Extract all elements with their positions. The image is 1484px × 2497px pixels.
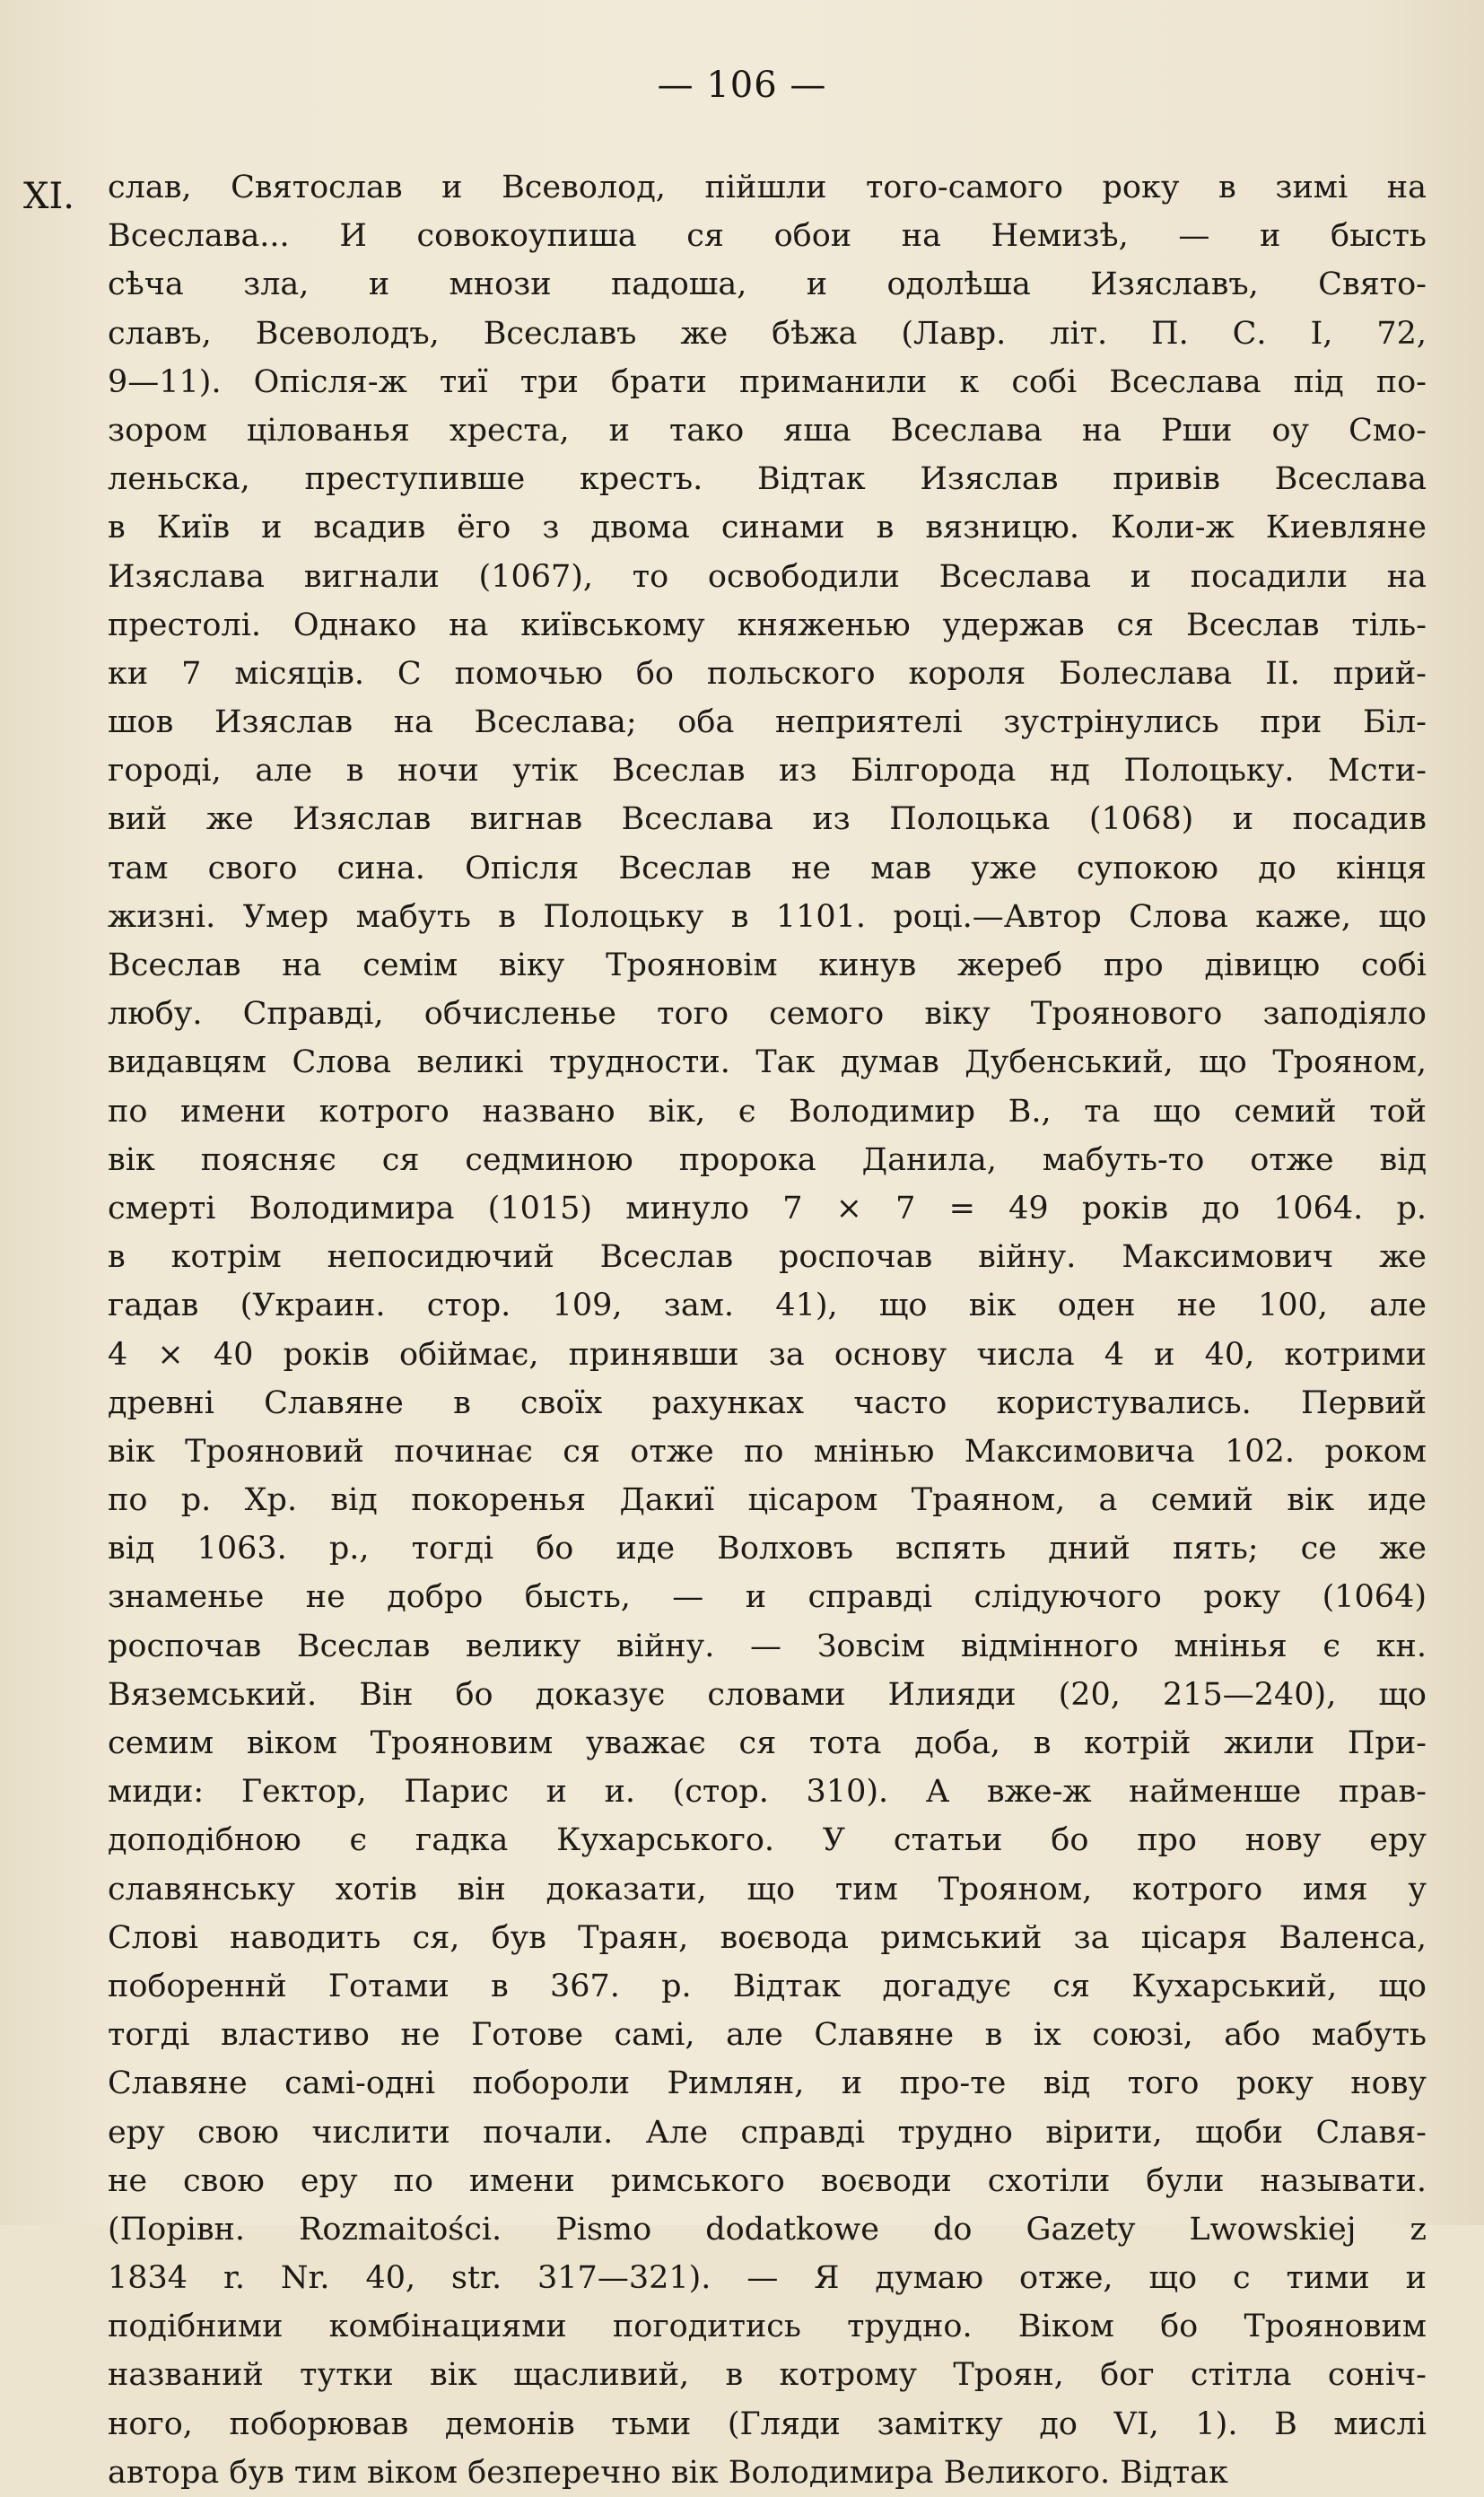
text-line [108, 2059, 1427, 2108]
text-line [108, 553, 1427, 601]
text-line-content: еру свою числити почали. Але справді трудно вірити, щоби Славя- [108, 2114, 1427, 2151]
text-line-content: жизні. Умер мабуть в Полоцьку в 1101. році.—Автор Слова каже, що [108, 898, 1427, 935]
text-line [108, 1281, 1427, 1330]
text-line [108, 503, 1427, 552]
text-line [108, 260, 1427, 309]
text-line [108, 1038, 1427, 1087]
text-line-content: вік поясняє ся седминою пророка Данила, мабуть-то отже від [108, 1141, 1427, 1178]
text-line [108, 1573, 1427, 1621]
text-line [108, 990, 1427, 1038]
text-line-content: зором цілованья хреста, и тако яша Всеслава на Рши оу Смо- [108, 412, 1427, 449]
text-line-content: ного, поборював демонів тьми (Гляди замітку до VI, 1). В мислі [108, 2405, 1427, 2442]
text-line [108, 1671, 1427, 1719]
text-line-content: миди: Гектор, Парис и и. (стор. 310). А вже-ж найменше прав- [108, 1774, 1427, 1811]
text-line-content: 4 × 40 років обіймає, принявши за основу числа 4 и 40, котрими [108, 1336, 1427, 1373]
text-line-content: від 1063. р., тогді бо иде Волховъ вспять дний пять; се же [108, 1531, 1427, 1567]
text-line [108, 163, 1427, 212]
text-line-content: престолі. Однако на київському княженью удержав ся Всеслав тіль- [108, 607, 1427, 643]
text-line [108, 650, 1427, 698]
text-line-content: по имени котрого названо вік, є Володимир В., та що семий той [108, 1093, 1427, 1130]
text-line [108, 1331, 1427, 1379]
text-line [108, 2157, 1427, 2205]
text-line-content: знаменье не добро бысть, — и справді слідуючого року (1064) [108, 1579, 1427, 1616]
text-line [108, 2400, 1427, 2449]
text-line [108, 1914, 1427, 1962]
text-line-content: (Порівн. Rozmaitości. Pismo dodatkowe do Gazety Lwowskiej z [108, 2211, 1427, 2248]
text-line-content: Слові наводить ся, був Траян, воєвода римський за цісаря Валенса, [108, 1919, 1427, 1956]
text-line [108, 1476, 1427, 1524]
text-line-content: там свого сина. Опісля Всеслав не мав уже супокою до кінця [108, 850, 1427, 886]
text-line [108, 698, 1427, 746]
text-line-content: вік Трояновий починає ся отже по мнінью Максимовича 102. роком [108, 1433, 1427, 1470]
text-line [108, 1427, 1427, 1476]
text-line-content: роспочав Всеслав велику війну. — Зовсім відмінного мнінья є кн. [108, 1628, 1427, 1664]
text-line [108, 310, 1427, 358]
text-line-content: автора був тим віком безперечно вік Володимира Великого. Відтак [108, 2454, 1228, 2491]
text-line [108, 2351, 1427, 2399]
text-line [108, 1865, 1427, 1914]
text-line-content: тогді властиво не Готове самі, але Славяне в іх союзі, або мабуть [108, 2017, 1427, 2054]
text-line-content: шов Изяслав на Всеслава; оба неприятелі зустрінулись при Біл- [108, 704, 1427, 741]
text-line-content: 9—11). Опісля-ж тиї три брати приманили к собі Всеслава під по- [108, 363, 1427, 400]
text-line-content: смерті Володимира (1015) минуло 7 × 7 = 49 років до 1064. р. [108, 1190, 1427, 1227]
text-line-content: видавцям Слова великі трудности. Так думав Дубенський, що Трояном, [108, 1044, 1427, 1081]
text-line [108, 1184, 1427, 1233]
body-text [108, 163, 1427, 2497]
text-line [108, 2011, 1427, 2059]
text-line-content: Всеслав на семім віку Трояновім кинув жереб про дівицю собі [108, 947, 1427, 983]
text-line-content: доподібною є гадка Кухарського. У статьи бо про нову еру [108, 1822, 1427, 1859]
text-line [108, 2205, 1427, 2254]
text-line-content: подібними комбінациями погодитись трудно. Віком бо Трояновим [108, 2309, 1427, 2345]
text-line [108, 2449, 1427, 2497]
text-line-content: 1834 r. Nr. 40, str. 317—321). — Я думаю отже, що с тими и [108, 2260, 1427, 2297]
text-line [108, 2108, 1427, 2157]
text-line-content: гадав (Украин. стор. 109, зам. 41), що вік оден не 100, але [108, 1288, 1427, 1324]
text-line [108, 795, 1427, 843]
text-line [108, 1962, 1427, 2011]
text-line [108, 1622, 1427, 1671]
text-line [108, 746, 1427, 795]
text-line-content: Всеслава... И совокоупиша ся обои на Немизѣ, — и бысть [108, 218, 1427, 255]
text-line [108, 455, 1427, 503]
text-line-content: в котрім непосидючий Всеслав роспочав війну. Максимович же [108, 1239, 1427, 1276]
text-line-content: Вяземський. Він бо доказує словами Илияди (20, 215—240), що [108, 1676, 1427, 1713]
text-line [108, 2302, 1427, 2351]
text-line-content: сѣча зла, и мнози падоша, и одолѣша Изяславъ, Свято- [108, 266, 1427, 303]
text-line-content: славъ, Всеволодъ, Всеславъ же бѣжа (Лавр. літ. П. С. І, 72, [108, 315, 1427, 352]
text-line [108, 1524, 1427, 1573]
text-line [108, 1379, 1427, 1427]
text-line-content: городі, але в ночи утік Всеслав из Білгорода нд Полоцьку. Мсти- [108, 753, 1427, 790]
text-line [108, 1719, 1427, 1768]
text-line [108, 1768, 1427, 1816]
text-line [108, 941, 1427, 990]
text-line-content: слав, Святослав и Всеволод, пійшли того-самого року в зимі на [108, 170, 1427, 205]
text-line [108, 1087, 1427, 1136]
text-line [108, 844, 1427, 893]
text-line [108, 893, 1427, 941]
text-line-content: побореннй Готами в 367. р. Відтак догадує ся Кухарський, що [108, 1968, 1427, 2004]
text-line [108, 1816, 1427, 1864]
text-line-content: вий же Изяслав вигнав Всеслава из Полоцька (1068) и посадив [108, 801, 1427, 838]
text-line-content: по р. Хр. від покоренья Дакиї цісаром Траяном, а семий вік иде [108, 1482, 1427, 1519]
text-line [108, 1136, 1427, 1184]
text-line-content: Славяне самі-одні побороли Римлян, и про-те від того року нову [108, 2065, 1427, 2102]
text-line-content: леньска, преступивше крестъ. Відтак Изяслав привів Всеслава [108, 461, 1427, 498]
text-line-content: славянську хотів він доказати, що тим Трояном, котрого имя у [108, 1871, 1427, 1908]
text-line [108, 358, 1427, 406]
text-line-content: семим віком Трояновим уважає ся тота доба, в котрій жили При- [108, 1725, 1427, 1761]
text-line [108, 2254, 1427, 2302]
text-line [108, 1233, 1427, 1281]
text-line-content: Изяслава вигнали (1067), то освободили Всеслава и посадили на [108, 558, 1427, 595]
text-line-content: ки 7 місяців. С помочью бо польского короля Болеслава II. прий- [108, 655, 1427, 692]
text-line-content: названий тутки вік щасливий, в котрому Троян, бог стітла соніч- [108, 2357, 1427, 2394]
text-line [108, 212, 1427, 260]
text-line-content: не свою еру по имени римського воєводи схотіли були называти. [108, 2162, 1427, 2199]
section-marker: XI. [23, 176, 74, 217]
page-number: — 106 — [657, 65, 827, 106]
text-line-content: любу. Справді, обчисленье того семого віку Троянового заподіяло [108, 996, 1427, 1033]
text-line [108, 406, 1427, 455]
text-line [108, 601, 1427, 650]
text-line-content: в Київ и всадив ёго з двома синами в вязницю. Коли-ж Киевляне [108, 510, 1427, 546]
text-line-content: древні Славяне в своїх рахунках часто користувались. Первий [108, 1384, 1427, 1421]
